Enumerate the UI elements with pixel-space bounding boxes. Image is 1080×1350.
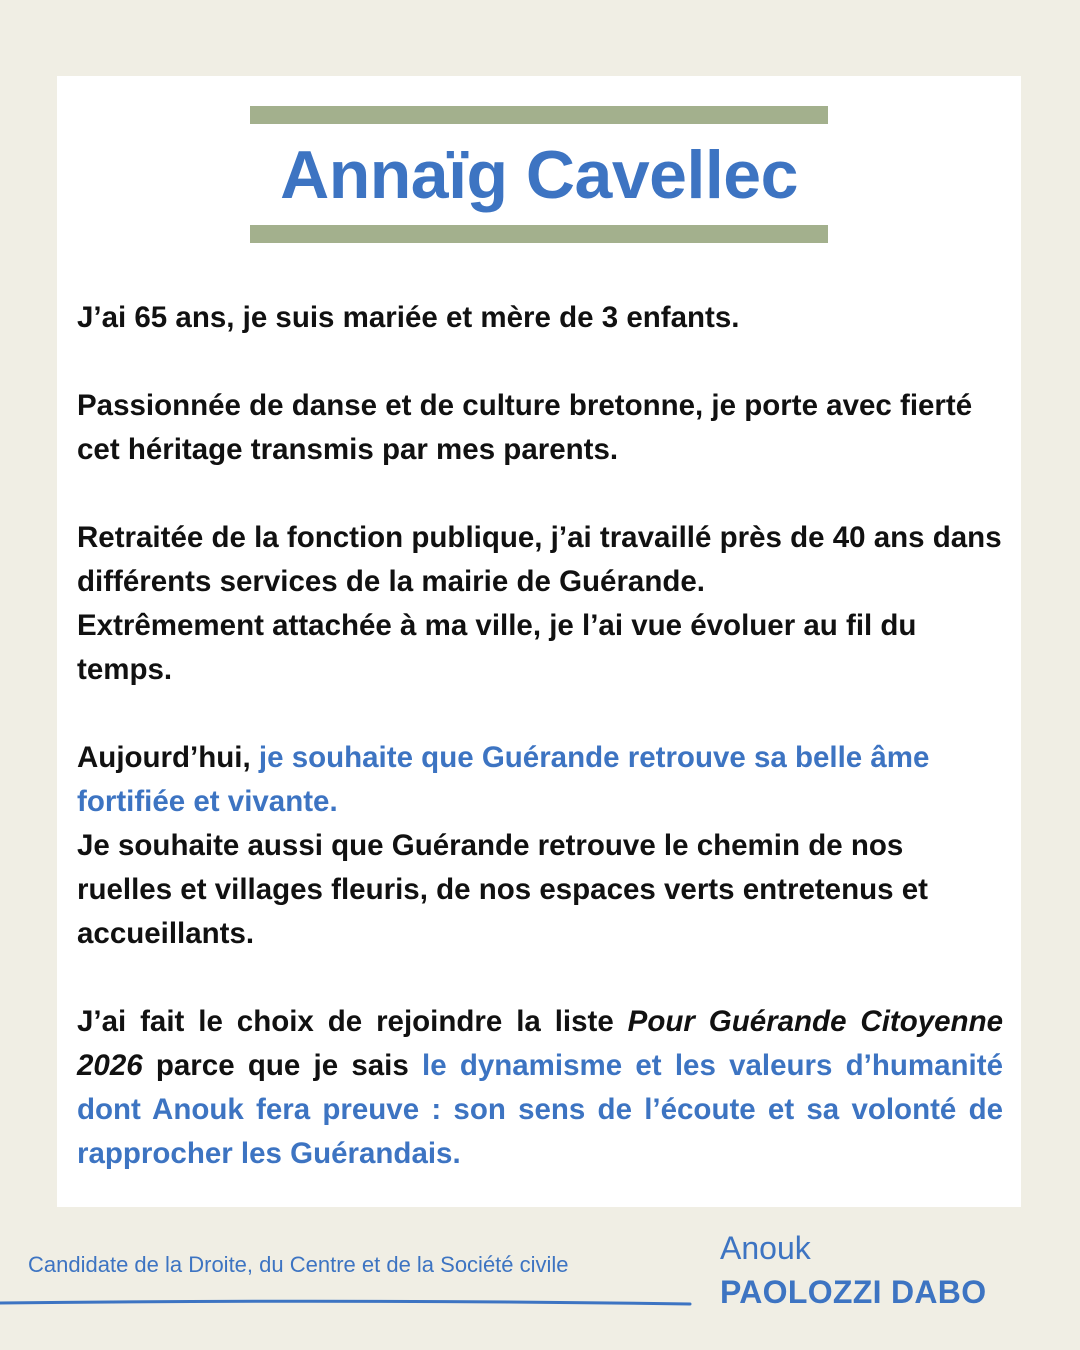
title-bar-bottom [250, 225, 828, 243]
title-block [250, 106, 828, 243]
footer-underline [0, 1296, 700, 1310]
bio-paragraph-passion: Passionnée de danse et de culture bretonne, je porte avec fierté cet héritage transmis par mes parents. [77, 389, 973, 466]
list-name: Pour Guérande Citoyenne 2026 [77, 1005, 1003, 1082]
bio-text [77, 296, 1003, 1220]
bio-paragraph-attachment: Extrêmement attachée à ma ville, je l’ai vue évoluer au fil du temps. [77, 609, 917, 686]
bio-paragraph-career: Retraitée de la fonction publique, j’ai travaillé près de 40 ans dans différents services de la mairie de Guérande. [77, 521, 1002, 598]
bio-paragraph-wish [77, 736, 1003, 824]
profile-card [57, 76, 1021, 1207]
footer-tagline: Candidate de la Droite, du Centre et de la Société civile [28, 1252, 569, 1277]
bio-paragraph-age: J’ai 65 ans, je suis mariée et mère de 3 enfants. [77, 301, 740, 334]
title-bar-top [250, 106, 828, 124]
wish-intro: Aujourd’hui, [77, 741, 251, 774]
choice-middle: parce que je sais [155, 1049, 409, 1082]
bio-paragraph-wish-more: Je souhaite aussi que Guérande retrouve le chemin de nos ruelles et villages fleuris, de nos espaces verts entretenus et accueillants. [77, 829, 928, 950]
bio-paragraph-choice [77, 1000, 1003, 1176]
candidate-last-name: PAOLOZZI DABO [720, 1274, 987, 1310]
page-title: Annaïg Cavellec [280, 137, 798, 213]
candidate-first-name: Anouk [720, 1230, 811, 1266]
wish-highlight: je souhaite que Guérande retrouve sa belle âme fortifiée et vivante. [77, 741, 930, 818]
choice-intro: J’ai fait le choix de rejoindre la liste [77, 1005, 614, 1038]
choice-highlight: le dynamisme et les valeurs d’humanité dont Anouk fera preuve : son sens de l’écoute et sa volonté de rapprocher les Guérandais. [77, 1049, 1003, 1170]
